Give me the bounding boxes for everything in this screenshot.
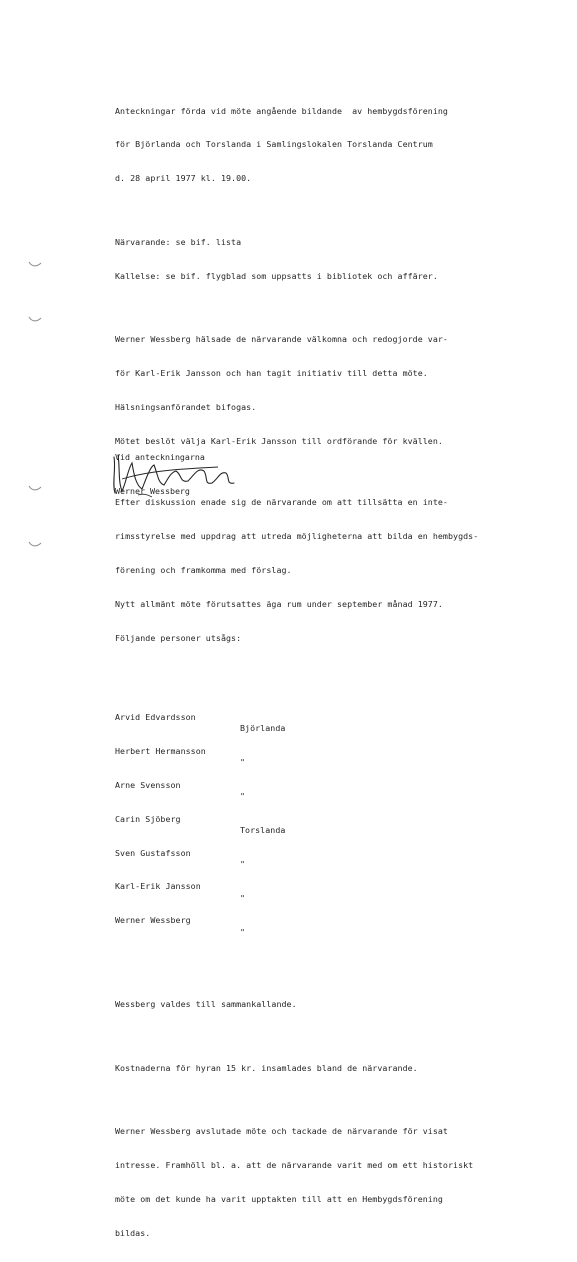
costs-line: Kostnaderna för hyran 15 kr. insamlades bland de närvarande.: [115, 1062, 418, 1073]
person-place: ": [240, 757, 246, 768]
welcome-line-3: Hälsningsanförandet bifogas.: [115, 402, 257, 413]
signature-block: [108, 449, 268, 509]
closing-line-1: Werner Wessberg avslutade möte och tackade de närvarande för visat: [115, 1126, 448, 1137]
list-item: [115, 870, 565, 903]
list-item: [115, 904, 565, 937]
punch-hole-mark: [28, 315, 42, 323]
person-name: Werner Wessberg: [115, 915, 191, 926]
person-name: Carin Sjöberg: [115, 813, 181, 824]
punch-hole-mark: [28, 540, 42, 548]
punch-hole-mark: [28, 484, 42, 492]
list-item: [115, 836, 565, 869]
signature-name: Werner Wessberg: [115, 486, 190, 496]
discussion-line-5: Följande personer utsågs:: [115, 632, 242, 643]
list-item: [115, 769, 565, 802]
person-name: Herbert Hermansson: [115, 745, 206, 756]
person-name: Karl-Erik Jansson: [115, 881, 201, 892]
person-place: Björlanda: [240, 723, 286, 734]
discussion-line-4: Nytt allmänt möte förutsattes äga rum under september månad 1977.: [115, 599, 443, 610]
person-place: ": [240, 791, 246, 802]
closing-line-3: möte om det kunde ha varit upptakten till att en Hembygdsförening: [115, 1194, 443, 1205]
heading-line-3: d. 28 april 1977 kl. 19.00.: [115, 173, 252, 184]
person-name: Arne Svensson: [115, 779, 181, 790]
attendance-line: Närvarande: se bif. lista: [115, 236, 242, 247]
person-place: ": [240, 926, 246, 937]
punch-hole-mark: [28, 260, 42, 268]
heading-line-1: Anteckningar förda vid möte angående bildande av hembygdsförening: [115, 105, 448, 116]
closing-line-4: bildas.: [115, 1228, 151, 1239]
welcome-line-1: Werner Wessberg hälsade de närvarande välkomna och redogjorde var-: [115, 334, 448, 345]
person-place: Torslanda: [240, 825, 286, 835]
convener-line: Wessberg valdes till sammankallande.: [115, 999, 297, 1010]
person-name: Sven Gustafsson: [115, 847, 191, 858]
invitation-line: Kallelse: se bif. flygblad som uppsatts i bibliotek och affärer.: [115, 270, 438, 281]
welcome-line-4: Mötet beslöt välja Karl-Erik Jansson till ordförande för kvällen.: [115, 435, 443, 446]
discussion-line-2: rimsstyrelse med uppdrag att utreda möjligheterna att bilda en hembygds-: [115, 531, 479, 542]
list-item: [115, 735, 565, 768]
person-name: Arvid Edvardsson: [115, 712, 196, 723]
closing-line-2: intresse. Framhöll bl. a. att de närvarande varit med om ett historiskt: [115, 1160, 474, 1171]
list-item: [115, 802, 565, 835]
person-place: ": [240, 858, 246, 869]
handwritten-signature: [108, 449, 268, 509]
discussion-line-3: förening och framkomma med förslag.: [115, 565, 292, 576]
person-place: ": [240, 892, 246, 903]
signature-label: Vid anteckningarna: [115, 452, 205, 462]
typed-minutes: [115, 83, 565, 1262]
welcome-line-2: för Karl-Erik Jansson och han tagit initiativ till detta möte.: [115, 368, 428, 379]
heading-line-2: för Björlanda och Torslanda i Samlingslokalen Torslanda Centrum: [115, 139, 433, 150]
person-list: [115, 678, 565, 938]
discussion-line-1: Efter diskussion enade sig de närvarande om att tillsätta en inte-: [115, 497, 448, 508]
list-item: [115, 701, 565, 734]
